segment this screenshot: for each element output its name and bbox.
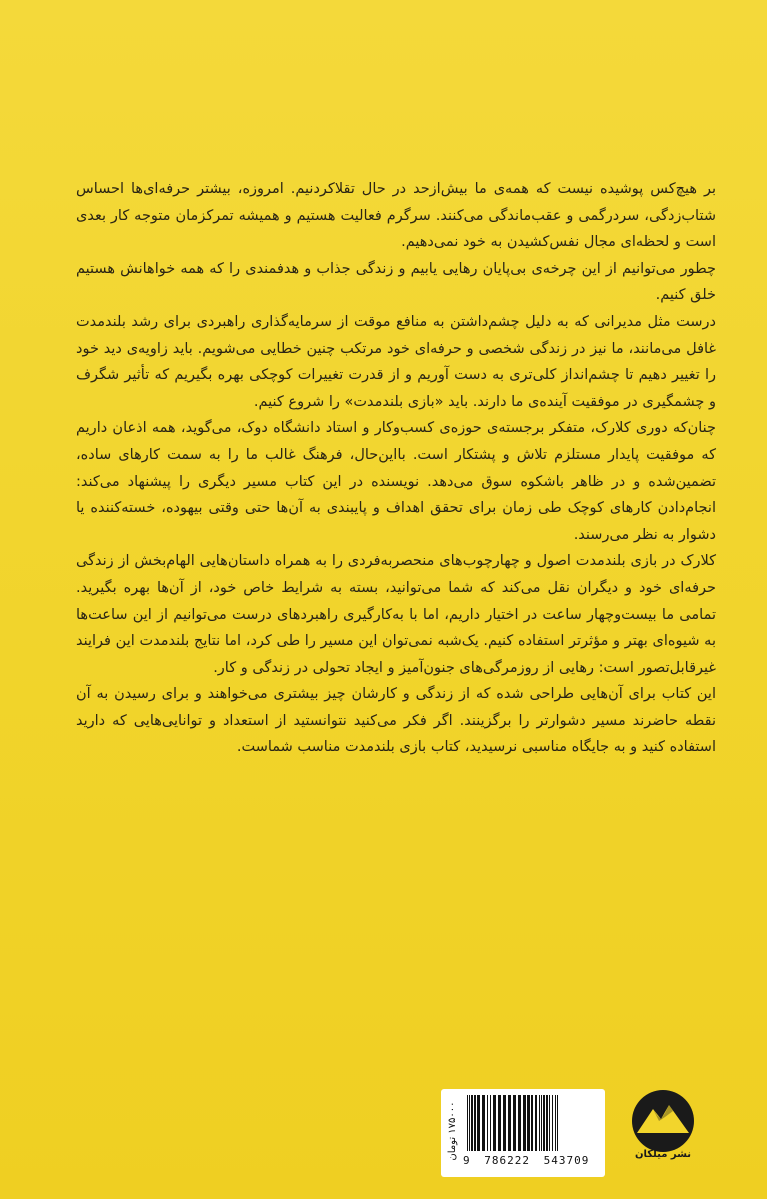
barcode-bar <box>543 1095 545 1151</box>
blurb-paragraph: درست مثل مدیرانی که به دلیل چشم‌داشتن به منافع موقت از سرمایه‌گذاری راهبردی برای رشد بلندمدت غافل می‌مانند، ما نیز در زندگی شخصی و حرفه‌ای خود مرتکب چنین خطایی می‌شویم. باید زاویه‌ی دید خود را تغییر دهیم تا چشم‌انداز کلی‌تری به دست آوریم و از قدرت تغییرات کوچکی بهره بگیریم که تأثیر شگرف و چشمگیری در موفقیت آینده‌ی ما دارند. باید «بازی بلندمدت» را شروع کنیم. <box>76 313 716 410</box>
barcode-bar <box>541 1095 542 1151</box>
barcode-bar <box>555 1095 556 1151</box>
barcode-bar <box>539 1095 540 1151</box>
blurb-paragraph: این کتاب برای آن‌هایی طراحی شده که از زندگی و کارشان چیز بیشتری می‌خواهند و برای رسیدن به آن نقطه حاضرند مسیر دشوارتر را برگزینند. اگر فکر می‌کنید نتوانستید از استعداد و توانایی‌هایی که دارید استفاده کنید و به جایگاه مناسبی نرسیدید، کتاب بازی بلندمدت مناسب شماست. <box>76 686 716 756</box>
price-label: ۱۷۵۰۰۰ تومان <box>447 1101 458 1161</box>
isbn-barcode <box>441 1089 605 1177</box>
barcode-bar <box>527 1095 530 1151</box>
barcode-bar <box>503 1095 506 1151</box>
barcode-bar <box>549 1095 550 1151</box>
blurb-paragraph: کلارک در بازی بلندمدت اصول و چهارچوب‌های منحصربه‌فردی را به همراه داستان‌هایی الهام‌بخش از زندگی حرفه‌ای خود و دیگران نقل می‌کند که شما می‌توانید، بسته به شرایط خاص خود، از آن‌ها بهره بگیرید. تمامی ما بیست‌وچهار ساعت در اختیار داریم، اما با به‌کارگیری راهبردهای درست می‌توانیم از این ساعت‌ها به شیوه‌ای بهتر و مؤثرتر استفاده کنیم. یک‌شبه نمی‌توان این مسیر را طی کرد، اما نتایج بلندمدت این فرایند غیرقابل‌تصور است: رهایی از روزمرگی‌های جنون‌آمیز و ایجاد تحولی در زندگی و کار. <box>76 553 716 676</box>
barcode-bar <box>487 1095 488 1151</box>
barcode-bar <box>482 1095 485 1151</box>
publisher-name: نشر میلکان <box>634 1149 692 1160</box>
barcode-bar <box>477 1095 480 1151</box>
back-cover-blurb <box>76 176 716 761</box>
isbn-group-2: 543709 <box>543 1154 590 1167</box>
barcode-bar <box>535 1095 537 1151</box>
barcode-bar <box>469 1095 470 1151</box>
barcode-bar <box>546 1095 548 1151</box>
isbn-prefix: 9 <box>463 1154 471 1167</box>
barcode-bar <box>493 1095 496 1151</box>
barcode-bar <box>557 1095 558 1151</box>
isbn-group-1: 786222 <box>484 1154 530 1167</box>
blurb-paragraph: چنان‌که دوری کلارک، متفکر برجسته‌ی حوزه‌ی کسب‌وکار و استاد دانشگاه دوک، می‌گوید، همه اذعان داریم که موفقیت پایدار مستلزم تلاش و پشتکار است. بااین‌حال، فرهنگ غالب ما را به سمت کارهای ساده، تضمین‌شده و در ظاهر باشکوه سوق می‌دهد. نویسنده در این کتاب مسیر دیگری را پیشنهاد می‌کند: انجام‌دادن کارهای کوچک طی زمان برای تحقق اهداف و پایبندی به آن‌ها حتی وقتی بیهوده، خسته‌کننده یا دشوار به نظر می‌رسند. <box>76 420 716 543</box>
barcode-bar <box>531 1095 533 1151</box>
barcode-bar <box>523 1095 526 1151</box>
barcode-bar <box>513 1095 516 1151</box>
barcode-bar <box>474 1095 476 1151</box>
barcode-bar <box>498 1095 501 1151</box>
mountain-logo-icon <box>615 1085 711 1181</box>
barcode-bars <box>463 1093 601 1153</box>
barcode-bar <box>518 1095 521 1151</box>
publisher-logo <box>615 1085 711 1181</box>
blurb-paragraph: چطور می‌توانیم از این چرخه‌ی بی‌پایان رهایی یابیم و زندگی جذاب و هدفمندی را که همه خواهانش هستیم خلق کنیم. <box>76 260 716 304</box>
blurb-paragraph: بر هیچ‌کس پوشیده نیست که همه‌ی ما بیش‌ازحد در حال تقلاکردنیم. امروزه، بیشتر حرفه‌ای‌ها احساس شتاب‌زدگی، سردرگمی و عقب‌ماندگی می‌کنند. سرگرم فعالیت هستیم و همیشه تمرکزمان متوجه کار بعدی است و لحظه‌ای مجال نفس‌کشیدن به خود نمی‌دهیم. <box>76 181 716 251</box>
barcode-bar <box>552 1095 553 1151</box>
barcode-bar <box>471 1095 473 1151</box>
barcode-bar <box>508 1095 511 1151</box>
barcode-bar <box>467 1095 468 1151</box>
barcode-bar <box>490 1095 491 1151</box>
isbn-digits <box>463 1154 601 1167</box>
